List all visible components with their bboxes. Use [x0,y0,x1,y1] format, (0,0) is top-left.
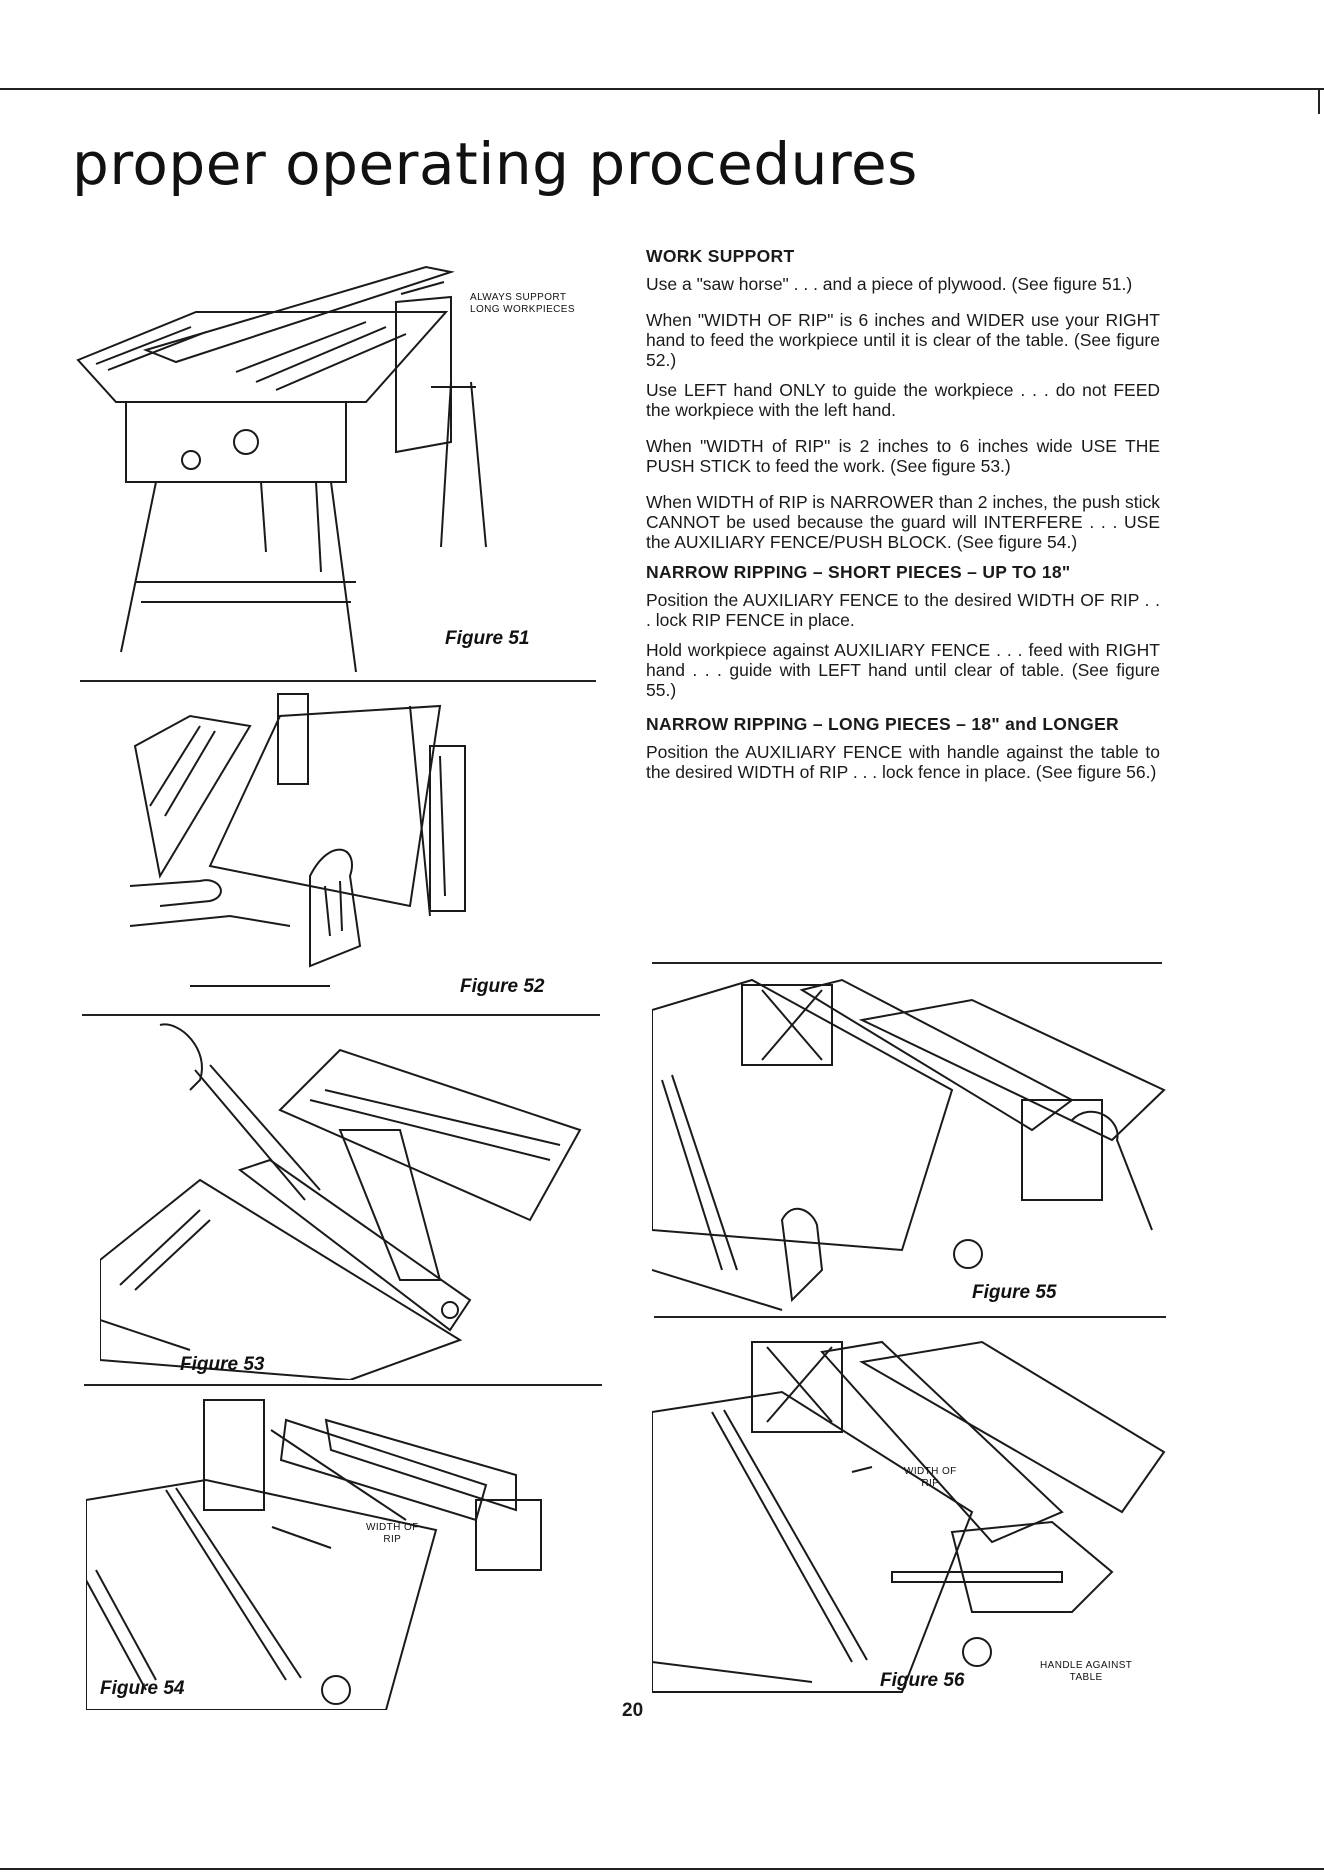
figure-56-label2-line-2: TABLE [1069,1672,1103,1683]
figure-53-illustration [100,1020,600,1380]
figure-51-label [470,292,575,316]
figure-56-label-line-1: WIDTH OF [904,1466,957,1477]
figure-54-caption: Figure 54 [100,1678,185,1699]
figure-56-label2-line-1: HANDLE AGAINST [1040,1660,1133,1671]
figure-56-illustration [652,1322,1168,1702]
top-rule [0,88,1324,90]
figure-55-caption: Figure 55 [972,1282,1057,1303]
paragraph: Position the AUXILIARY FENCE to the desired WIDTH OF RIP . . . lock RIP FENCE in place. [646,590,1160,630]
page-number: 20 [622,1700,644,1721]
figure-56-caption: Figure 56 [880,1670,965,1691]
figure-52-caption: Figure 52 [460,976,545,997]
section-heading: NARROW RIPPING – SHORT PIECES – UP TO 18" [646,562,1071,582]
top-rule-tick [1318,88,1320,114]
figure-divider-55-56 [654,1316,1166,1318]
paragraph: Use a "saw horse" . . . and a piece of plywood. (See figure 51.) [646,274,1133,294]
paragraph: When "WIDTH OF RIP" is 6 inches and WIDER use your RIGHT hand to feed the workpiece until it is clear of the table. (See figure 52.) [646,310,1160,370]
figure-56-label-width [904,1466,957,1490]
section-heading: NARROW RIPPING – LONG PIECES – 18" and LONGER [646,714,1119,734]
figure-divider-53-54 [84,1384,602,1386]
figure-51-illustration [66,252,566,682]
instructions-column [646,246,1160,792]
section-heading: WORK SUPPORT [646,246,795,266]
figure-51-label-line-2: LONG WORKPIECES [470,304,575,315]
figure-51-caption: Figure 51 [445,628,530,649]
section-narrow-ripping-short [646,562,1160,700]
figure-54-label-line-2: RIP [383,1534,402,1545]
figure-divider-51-52 [80,680,596,682]
figure-divider-text-55 [652,962,1162,964]
figure-53-caption: Figure 53 [180,1354,265,1375]
paragraph: Use LEFT hand ONLY to guide the workpiece . . . do not FEED the workpiece with the left hand. [646,380,1160,420]
figure-54-label [366,1522,419,1546]
figure-divider-52-53 [82,1014,600,1016]
figure-56-label-line-2: RIP [921,1478,940,1489]
figure-54-label-line-1: WIDTH OF [366,1522,419,1533]
figure-55-illustration [652,970,1168,1316]
figure-54-illustration [86,1390,602,1710]
bottom-rule [0,1868,1324,1870]
section-narrow-ripping-long [646,714,1160,782]
paragraph: Position the AUXILIARY FENCE with handle against the table to the desired WIDTH of RIP . . . lock fence in place. (See figure 56.) [646,742,1160,782]
page-title: proper operating procedures [72,130,918,198]
paragraph: When WIDTH of RIP is NARROWER than 2 inches, the push stick CANNOT be used because the guard will INTERFERE . . . USE the AUXILIARY FENCE/PUSH BLOCK. (See figure 54.) [646,492,1160,552]
figure-52-illustration [130,686,590,1006]
figure-56-label-handle [1040,1660,1132,1684]
section-work-support [646,246,1160,552]
paragraph: When "WIDTH of RIP" is 2 inches to 6 inches wide USE THE PUSH STICK to feed the work. (See figure 53.) [646,436,1160,476]
figure-51-label-line-1: ALWAYS SUPPORT [470,292,567,303]
paragraph: Hold workpiece against AUXILIARY FENCE . . . feed with RIGHT hand . . . guide with LEFT hand until clear of table. (See figure 55.) [646,640,1160,700]
